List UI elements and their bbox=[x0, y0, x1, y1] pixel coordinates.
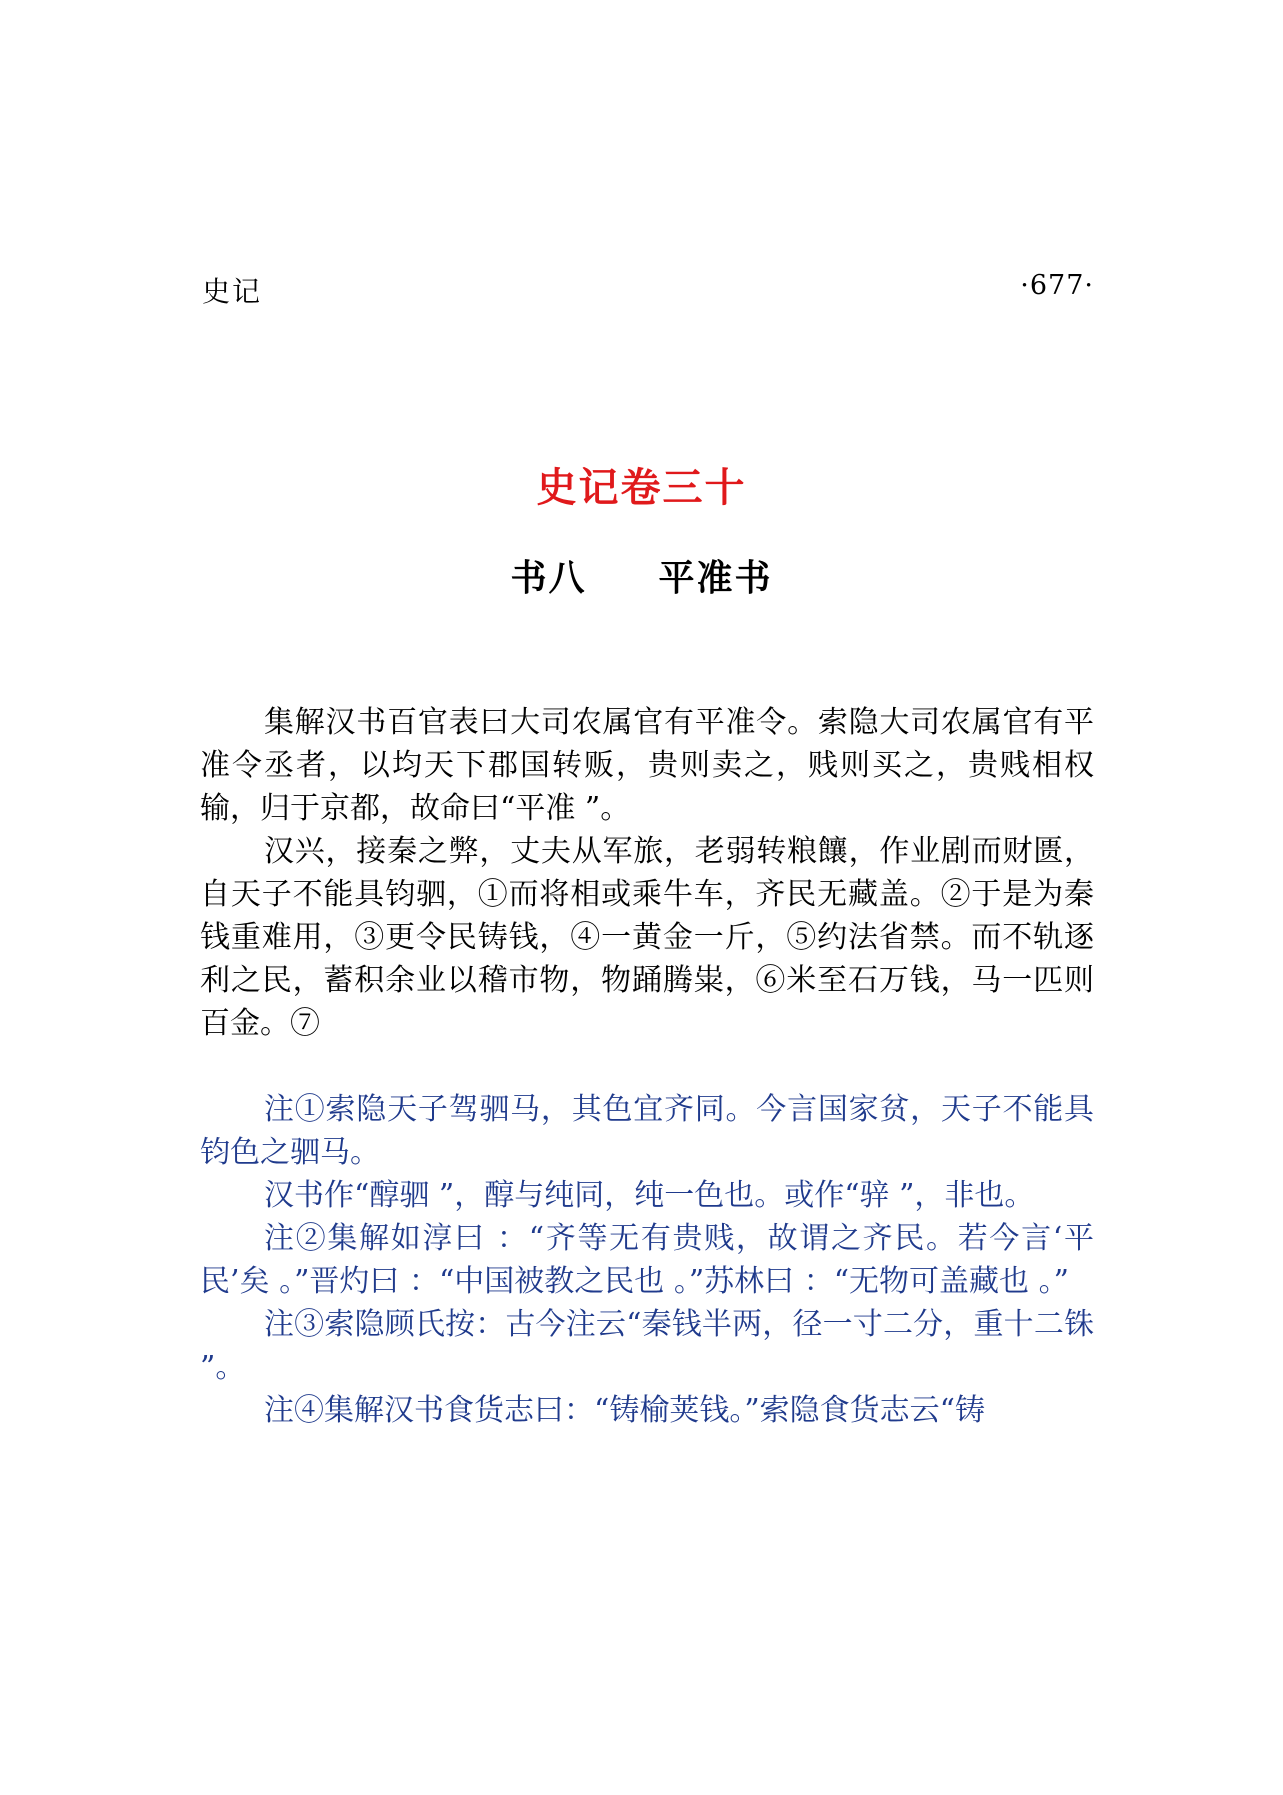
note-paragraph: 注①索隐天子驾驷马，其色宜齐同。今言国家贫，天子不能具钧色之驷马。 bbox=[200, 1092, 1094, 1170]
page-number: ·677· bbox=[1020, 270, 1094, 301]
chapter-name: 平准书 bbox=[658, 558, 773, 599]
main-text bbox=[200, 701, 1094, 1045]
annotation-notes bbox=[200, 1088, 1094, 1432]
body-paragraph: 集解汉书百官表曰大司农属官有平准令。索隐大司农属官有平准令丞者，以均天下郡国转贩，贵则卖之，贱则买之，贵贱相权输，归于京都，故命曰“平准 ”。 bbox=[200, 705, 1094, 826]
chapter-number: 书八 bbox=[510, 558, 587, 599]
note-paragraph: 注③索隐顾氏按：古今注云“秦钱半两，径一寸二分，重十二铢 ”。 bbox=[200, 1307, 1094, 1385]
body-paragraph: 汉兴，接秦之弊，丈夫从军旅，老弱转粮饟，作业剧而财匮，自天子不能具钧驷，①而将相或乘牛车，齐民无藏盖。②于是为秦钱重难用，③更令民铸钱，④一黄金一斤，⑤约法省禁。而不轨逐利之民，蓄积余业以稽市物，物踊腾粜，⑥米至石万钱，马一匹则百金。⑦ bbox=[200, 834, 1094, 1041]
note-paragraph: 注④集解汉书食货志曰：“铸榆荚钱。”索隐食货志云“铸 bbox=[264, 1393, 986, 1428]
volume-title: 史记卷三十 bbox=[536, 465, 747, 511]
running-head bbox=[202, 270, 1094, 310]
note-paragraph: 汉书作“醇驷 ”，醇与纯同，纯一色也。或作“骍 ”，非也。 bbox=[264, 1178, 1035, 1213]
note-paragraph: 注②集解如淳曰 ：“齐等无有贵贱，故谓之齐民。若今言‘平民’矣 。”晋灼曰 ：“中国被教之民也 。”苏林曰 ：“无物可盖藏也 。” bbox=[200, 1221, 1094, 1299]
chapter-title bbox=[0, 550, 1283, 601]
running-title: 史记 bbox=[202, 275, 263, 308]
